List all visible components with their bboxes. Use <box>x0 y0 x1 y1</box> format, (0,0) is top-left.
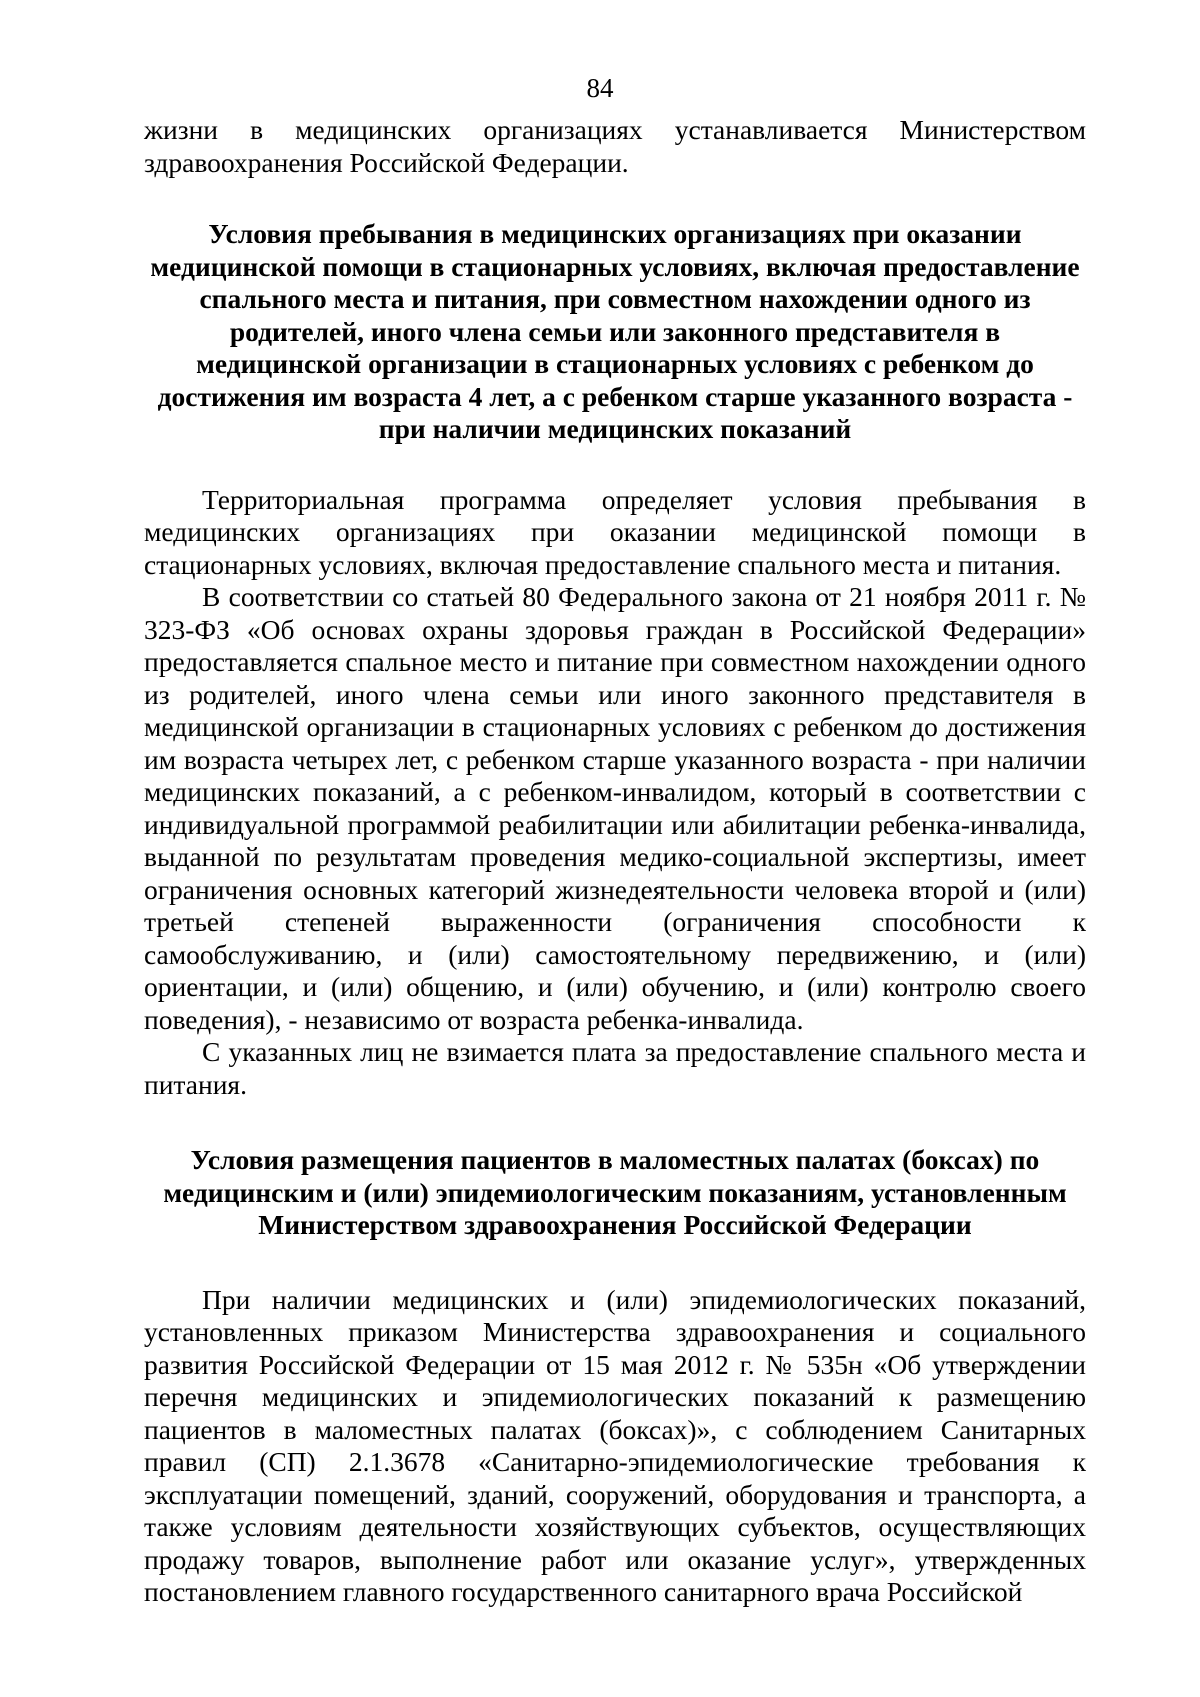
section-heading-stay-conditions: Условия пребывания в медицинских организациях при оказании медицинской помощи в стационарных условиях, включая предоставление спального места и питания, при совместном нахождении одного из родителей, иного члена семьи или законного представителя в медицинской организации в стационарных условиях с ребенком до достижения им возраста 4 лет, а с ребенком старше указанного возраста - при наличии медицинских показаний <box>150 218 1080 444</box>
paragraph-no-fee: С указанных лиц не взимается плата за предоставление спального места и питания. <box>144 1036 1086 1100</box>
section-heading-small-wards: Условия размещения пациентов в маломестных палатах (боксах) по медицинским и (или) эпидемиологическим показаниям, установленным Министерством здравоохранения Российской Федерации <box>163 1144 1067 1240</box>
paragraph-medical-epidemiological-indications: При наличии медицинских и (или) эпидемиологических показаний, установленных приказом Министерства здравоохранения и социального развития Российской Федерации от 15 мая 2012 г. № 535н «Об утверждении перечня медицинских и эпидемиологических показаний к размещению пациентов в маломестных палатах (боксах)», с соблюдением Санитарных правил (СП) 2.1.3678 «Санитарно-эпидемиологические требования к эксплуатации помещений, зданий, сооружений, оборудования и транспорта, а также условиям деятельности хозяйствующих субъектов, осуществляющих продажу товаров, выполнение работ или оказание услуг», утвержденных постановлением главного государственного санитарного врача Российской <box>144 1283 1086 1607</box>
page-content <box>144 114 1086 1609</box>
page-number: 84 <box>586 73 614 103</box>
paragraph-federal-law-article-80: В соответствии со статьей 80 Федерального закона от 21 ноября 2011 г. № 323-ФЗ «Об основах охраны здоровья граждан в Российской Федерации» предоставляется спальное место и питание при совместном нахождении одного из родителей, иного члена семьи или иного законного представителя в медицинской организации в стационарных условиях с ребенком до достижения им возраста четырех лет, с ребенком старше указанного возраста - при наличии медицинских показаний, а с ребенком-инвалидом, который в соответствии с индивидуальной программой реабилитации или абилитации ребенка-инвалида, выданной по результатам проведения медико-социальной экспертизы, имеет ограничения основных категорий жизнедеятельности человека второй и (или) третьей степеней выраженности (ограничения способности к самообслуживанию, и (или) самостоятельному передвижению, и (или) ориентации, и (или) общению, и (или) обучению, и (или) контролю своего поведения), - независимо от возраста ребенка-инвалида. <box>144 581 1086 1035</box>
intro-tail-paragraph: жизни в медицинских организациях устанавливается Министерством здравоохранения Российской Федерации. <box>144 114 1086 178</box>
paragraph-territorial-program: Территориальная программа определяет условия пребывания в медицинских организациях при оказании медицинской помощи в стационарных условиях, включая предоставление спального места и питания. <box>144 483 1086 580</box>
